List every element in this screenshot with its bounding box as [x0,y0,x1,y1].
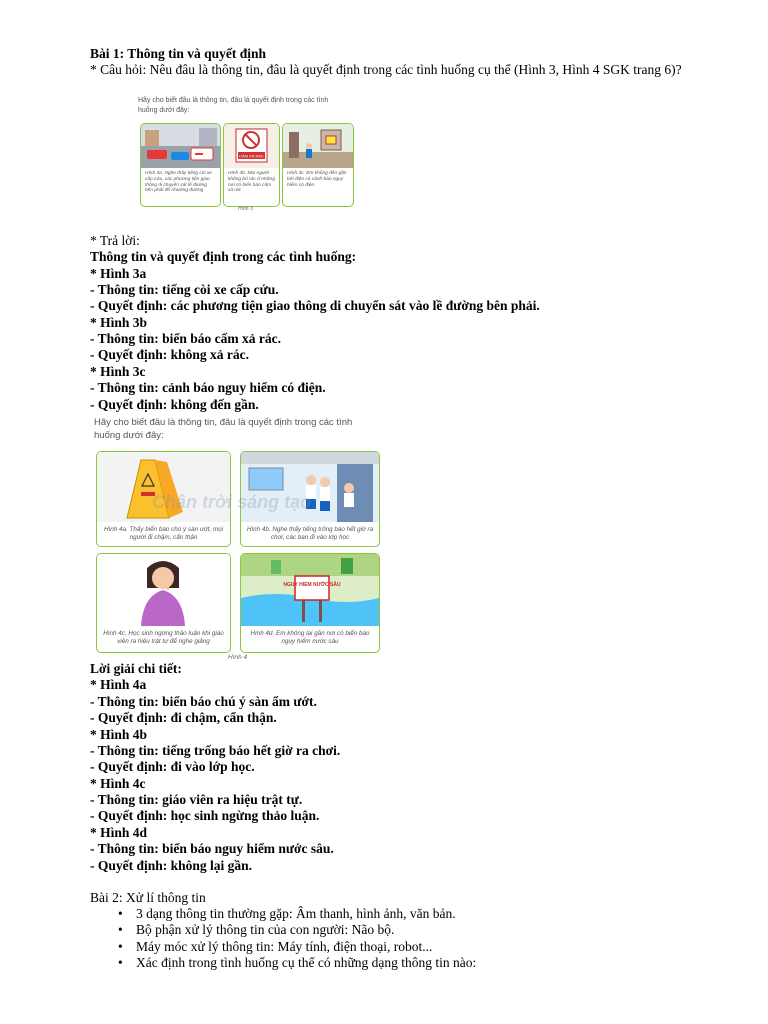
figure-3-title-line1: Hãy cho biết đâu là thông tin, đâu là quyết định trong các tình [138,97,329,104]
figure-3c-caption: Hình 3c. Em không đến gần bởi điện có cảnh báo nguy hiểm có điện [287,171,347,188]
figure-4-label: Hình 4 [228,654,248,661]
answer1-heading: Thông tin và quyết định trong các tình huống: [90,249,357,264]
list-item: • 3 dạng thông tin thường gặp: Âm thanh, hình ảnh, văn bản. [118,906,476,922]
h4b-info: - Thông tin: tiếng trống báo hết giờ ra chơi. [90,743,341,758]
h4a-info: - Thông tin: biển báo chú ý sàn ẩm ướt. [90,694,317,709]
answer-intro: * Trả lời: [90,233,140,248]
figure-4 [92,414,384,666]
bai1-title: Bài 1: Thông tin và quyết định [90,46,267,61]
h4d-decision: - Quyết định: không lại gần. [90,858,253,873]
h4b-decision: - Quyết định: đi vào lớp học. [90,759,255,774]
figure-3-label: Hình 3 [238,206,253,212]
ambulance-street-illustration [141,124,220,168]
deep-water-sign-text: NGUY HIỂM NƯỚC SÂU [283,582,341,588]
figure-3b-caption: Hình 3b. Mọi người không bỏ rác ở những nơi có biển báo cấm xả rác [228,171,276,194]
electric-danger-illustration [283,124,353,168]
no-littering-sign-text: CẤM XẢ RÁC [239,153,264,159]
publisher-watermark: Chân trời sáng tạo [152,492,312,512]
bai1-question: * Câu hỏi: Nêu đâu là thông tin, đâu là quyết định trong các tình huống cụ thể (Hình 3, Hình 4 SGK trang 6)? [90,62,682,77]
h4c-decision: - Quyết định: học sinh ngừng thảo luận. [90,808,320,823]
figure-3a-caption: Hình 3a. Nghe thấy tiếng còi xe cấp cứu, các phương tiện giao thông di chuyển sát lề đường bên phải để nhường đường [145,171,212,194]
h4d-heading: * Hình 4d [90,825,148,840]
h3b-decision: - Quyết định: không xả rác. [90,347,250,362]
h3a-info: - Thông tin: tiếng còi xe cấp cứu. [90,282,279,297]
figure-3a-panel [140,123,221,207]
h3c-info: - Thông tin: cảnh báo nguy hiểm có điện. [90,380,326,395]
teacher-signaling-silence-illustration [97,554,230,626]
h4c-info: - Thông tin: giáo viên ra hiệu trật tự. [90,792,303,807]
no-littering-sign-illustration [224,124,279,168]
figure-3c-panel [282,123,354,207]
figure-4-title-line1: Hãy cho biết đâu là thông tin, đâu là quyết định trong các tình [94,417,353,428]
figure-4a-caption: Hình 4a. Thấy biển báo chú ý sàn ướt, mọi người đi chậm, cẩn thận [103,526,224,541]
figure-3 [138,96,360,214]
bai2-title: Bài 2: Xử lí thông tin [90,890,206,905]
answer2-heading: Lời giải chi tiết: [90,661,182,676]
h3c-decision: - Quyết định: không đến gần. [90,397,259,412]
h3a-heading: * Hình 3a [90,266,147,281]
figure-3-title-line2: huống dưới đây: [138,107,190,114]
h3b-info: - Thông tin: biển báo cấm xả rác. [90,331,282,346]
h4b-heading: * Hình 4b [90,727,148,742]
figure-3b-panel [223,123,280,207]
deep-water-warning-illustration [241,554,379,626]
h4d-info: - Thông tin: biển báo nguy hiểm nước sâu. [90,841,334,856]
bai2-bullet-list [118,906,476,971]
h3b-heading: * Hình 3b [90,315,148,330]
h3c-heading: * Hình 3c [90,364,146,379]
figure-4c-panel [96,553,231,653]
h4a-decision: - Quyết định: đi chậm, cẩn thận. [90,710,277,725]
list-item: • Bộ phận xử lý thông tin của con người: Não bộ. [118,922,476,938]
figure-4c-caption: Hình 4c. Học sinh ngừng thảo luận khi giáo viên ra hiệu trật tự để nghe giảng [103,630,224,645]
list-item: • Máy móc xử lý thông tin: Máy tính, điện thoại, robot... [118,939,476,955]
list-item: • Xác định trong tình huống cụ thể có những dạng thông tin nào: [118,955,476,971]
figure-4b-caption: Hình 4b. Nghe thấy tiếng trống báo hết giờ ra chơi, các bạn đi vào lớp học [246,526,374,541]
h3a-decision: - Quyết định: các phương tiện giao thông di chuyển sát vào lề đường bên phải. [90,298,540,313]
h4c-heading: * Hình 4c [90,776,146,791]
figure-4d-caption: Hình 4d. Em không lại gần nơi có biển báo nguy hiểm nước sâu [250,630,370,645]
figure-4d-panel [240,553,380,653]
h4a-heading: * Hình 4a [90,677,147,692]
figure-4-title-line2: huống dưới đây: [94,430,164,441]
